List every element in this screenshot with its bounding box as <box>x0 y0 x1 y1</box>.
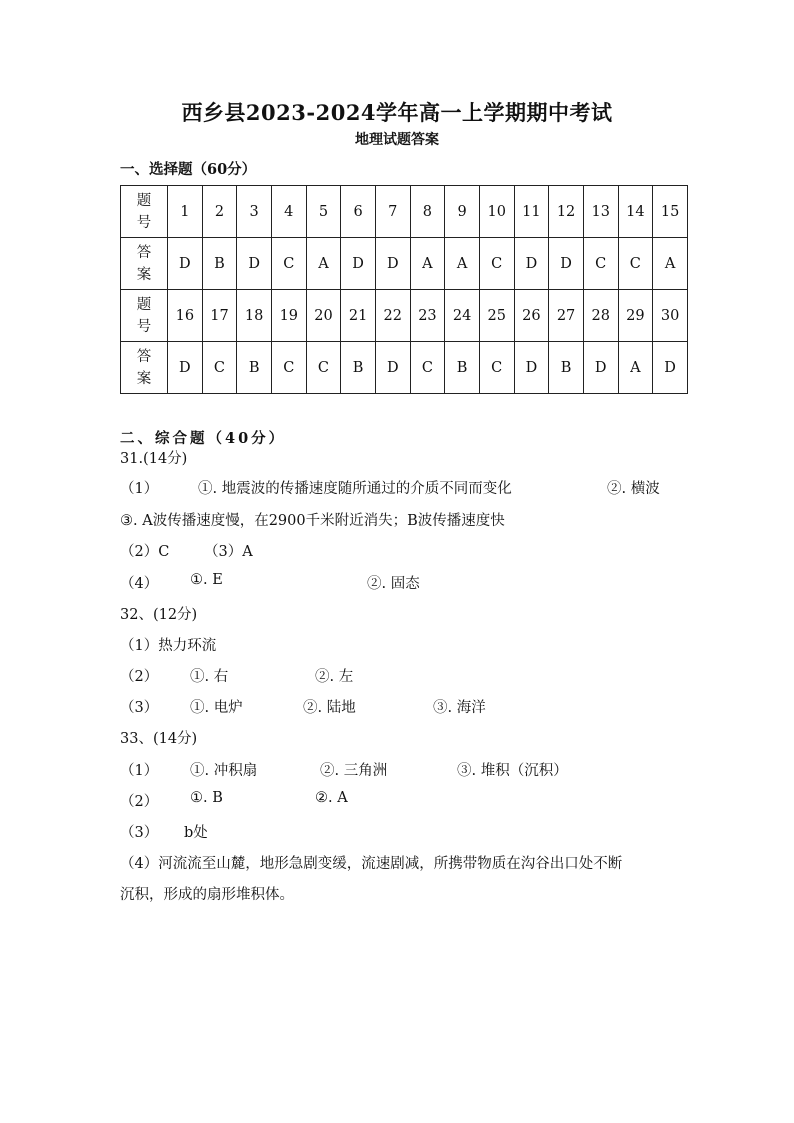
table-row-answers-2 <box>121 342 688 394</box>
answer-cell: C <box>410 342 445 394</box>
q33-line-5: 沉积，形成的扇形堆积体。 <box>120 887 294 903</box>
answer-cell: D <box>168 342 203 394</box>
question-number: 15 <box>653 186 688 238</box>
answer-cell: A <box>306 238 341 290</box>
question-number: 22 <box>375 290 410 342</box>
q33-line-1: （1） ①. 冲积扇 ②. 三角洲 ③. 堆积（沉积） <box>120 763 568 779</box>
question-number: 28 <box>583 290 618 342</box>
question-number: 5 <box>306 186 341 238</box>
question-number: 19 <box>271 290 306 342</box>
answer-cell: C <box>618 238 653 290</box>
answer-cell: C <box>479 238 514 290</box>
answer-cell: A <box>445 238 480 290</box>
question-number: 13 <box>583 186 618 238</box>
q32-line-1: （1）热力环流 <box>120 638 217 654</box>
answer-cell: D <box>653 342 688 394</box>
question-number: 16 <box>168 290 203 342</box>
table-row-numbers-2 <box>121 290 688 342</box>
q31-line-4: （4） ①. E ②. 固态 <box>120 572 420 592</box>
question-number: 7 <box>375 186 410 238</box>
answer-cell: C <box>306 342 341 394</box>
q31-heading: 31.(14分) <box>120 451 188 467</box>
answer-cell: D <box>375 342 410 394</box>
question-number: 1 <box>168 186 203 238</box>
question-number: 30 <box>653 290 688 342</box>
answer-cell: D <box>341 238 376 290</box>
table-row-numbers-1 <box>121 186 688 238</box>
answer-cell: A <box>653 238 688 290</box>
question-number: 2 <box>202 186 237 238</box>
section-heading-comprehensive: 二、综合题（40分） <box>120 430 287 447</box>
q31-line-2: ③. A波传播速度慢，在2900千米附近消失；B波传播速度快 <box>120 513 505 529</box>
section-heading-choice: 一、选择题（60分） <box>120 161 257 178</box>
q32-heading: 32、(12分) <box>120 607 198 623</box>
answer-cell: C <box>583 238 618 290</box>
header-cell-answer: 答 案 <box>121 342 168 394</box>
question-number: 12 <box>549 186 584 238</box>
q33-heading: 33、(14分) <box>120 731 198 747</box>
question-number: 21 <box>341 290 376 342</box>
answer-cell: B <box>445 342 480 394</box>
question-number: 24 <box>445 290 480 342</box>
q33-line-3: （3） b处 <box>120 825 208 841</box>
question-number: 18 <box>237 290 272 342</box>
q32-line-3: （3） ①. 电炉 ②. 陆地 ③. 海洋 <box>120 700 486 716</box>
question-number: 20 <box>306 290 341 342</box>
q33-line-2: （2） ①. B ②. A <box>120 790 348 810</box>
answer-cell: A <box>618 342 653 394</box>
answer-cell: D <box>514 342 549 394</box>
question-number: 9 <box>445 186 480 238</box>
q31-line-1: （1） ①. 地震波的传播速度随所通过的介质不同而变化 ②. 横波 <box>120 481 660 497</box>
question-number: 29 <box>618 290 653 342</box>
question-number: 10 <box>479 186 514 238</box>
answer-cell: D <box>237 238 272 290</box>
answer-cell: D <box>549 238 584 290</box>
question-number: 25 <box>479 290 514 342</box>
answer-cell: B <box>341 342 376 394</box>
question-number: 11 <box>514 186 549 238</box>
answer-cell: B <box>237 342 272 394</box>
header-cell-question: 题 号 <box>121 186 168 238</box>
q31-line-3: （2）C （3）A <box>120 544 253 560</box>
answer-cell: C <box>479 342 514 394</box>
answer-table <box>120 185 688 394</box>
answer-cell: D <box>514 238 549 290</box>
question-number: 6 <box>341 186 376 238</box>
question-number: 4 <box>271 186 306 238</box>
q32-line-2: （2） ①. 右 ②. 左 <box>120 669 354 685</box>
question-number: 26 <box>514 290 549 342</box>
answer-cell: D <box>168 238 203 290</box>
answer-cell: B <box>202 238 237 290</box>
question-number: 27 <box>549 290 584 342</box>
question-number: 3 <box>237 186 272 238</box>
answer-cell: C <box>271 238 306 290</box>
question-number: 23 <box>410 290 445 342</box>
document-subtitle: 地理试题答案 <box>355 132 439 148</box>
answer-cell: A <box>410 238 445 290</box>
question-number: 14 <box>618 186 653 238</box>
answer-cell: D <box>583 342 618 394</box>
question-number: 8 <box>410 186 445 238</box>
document-title: 西乡县2023-2024学年高一上学期期中考试 <box>181 100 613 125</box>
table-row-answers-1 <box>121 238 688 290</box>
header-cell-question: 题 号 <box>121 290 168 342</box>
header-cell-answer: 答 案 <box>121 238 168 290</box>
answer-cell: C <box>271 342 306 394</box>
answer-cell: D <box>375 238 410 290</box>
answer-cell: B <box>549 342 584 394</box>
q33-line-4: （4）河流流至山麓，地形急剧变缓，流速剧减，所携带物质在沟谷出口处不断 <box>120 856 623 872</box>
question-number: 17 <box>202 290 237 342</box>
answer-cell: C <box>202 342 237 394</box>
